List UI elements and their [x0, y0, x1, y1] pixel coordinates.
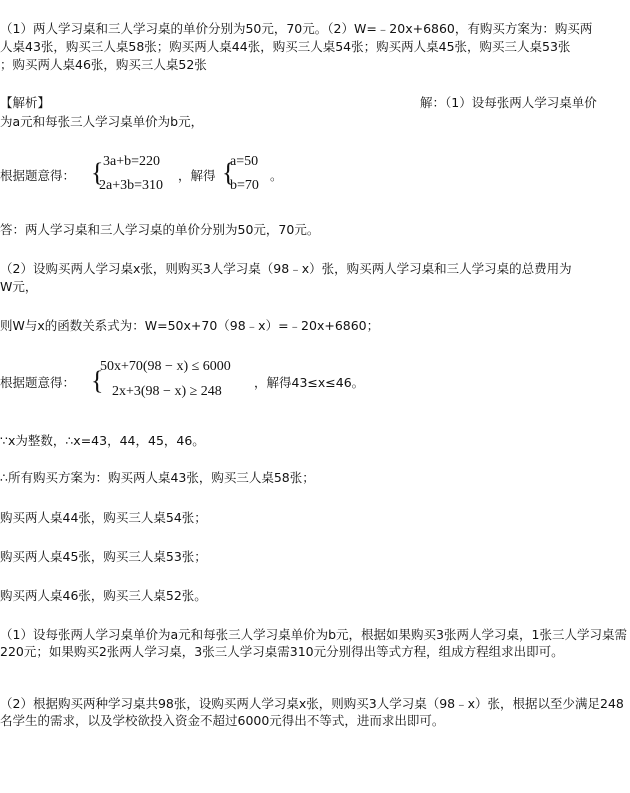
eq1-row-1: 3a+b=220 — [103, 154, 161, 169]
function-relation: 则W与x的函数关系式为：W=50x+70（98﹣x）=﹣20x+6860； — [0, 318, 380, 333]
plan-3: 购买两人桌45张，购买三人桌53张； — [0, 549, 207, 564]
plan-4: 购买两人桌46张，购买三人桌52张。 — [0, 588, 207, 603]
solution-intro-cont: 为a元和每张三人学习桌单价为b元， — [0, 114, 204, 129]
integer-condition: ∵x为整数，∴x=43，44，45，46。 — [0, 433, 205, 448]
part2-line-2: W元， — [0, 279, 38, 294]
eq2-result: ，解得43≤x≤46。 — [254, 375, 365, 390]
plans-intro: ∴所有购买方案为：购买两人桌43张，购买三人桌58张； — [0, 470, 315, 485]
brace-icon: { — [91, 158, 104, 187]
explanation-1: （1）设每张两人学习桌单价为a元和每张三人学习桌单价为b元，根据如果购买3张两人学习桌，1张三人学习桌需220元；如果购买2张两人学习桌，3张三人学习桌需310元分别得出等式方程，组成方程组求出即可。 — [0, 627, 627, 659]
eq1-prefix: 根据题意得： — [0, 168, 76, 183]
eq1-row-2: 2a+3b=310 — [99, 178, 164, 193]
eq2-row-2: 2x+3(98 − x) ≥ 248 — [112, 384, 222, 399]
answer-line-2: 人桌43张，购买三人桌58张；购买两人桌44张，购买三人桌54张；购买两人桌45张，购买三人桌53张 — [0, 39, 571, 54]
solution-intro: 解：（1）设每张两人学习桌单价 — [420, 95, 597, 110]
brace-icon: { — [91, 366, 104, 395]
answer-line-3: ；购买两人桌46张，购买三人桌52张 — [0, 57, 207, 72]
eq1-sol-a: a=50 — [230, 154, 259, 169]
eq1-end: 。 — [270, 168, 283, 183]
analysis-heading: 【解析】 — [0, 95, 51, 110]
plan-2: 购买两人桌44张，购买三人桌54张； — [0, 510, 207, 525]
answer-line-1: （1）两人学习桌和三人学习桌的单价分别为50元，70元。（2）W=﹣20x+6860，有购买方案为：购买两 — [0, 21, 593, 36]
part2-line-1: （2）设购买两人学习桌x张，则购买3人学习桌（98﹣x）张，购买两人学习桌和三人学习桌的总费用为 — [0, 261, 572, 276]
explanation-2: （2）根据购买两种学习桌共98张，设购买两人学习桌x张，则购买3人学习桌（98﹣x）张，根据以至少满足248名学生的需求，以及学校欲投入资金不超过6000元得出不等式，进而求出即可。 — [0, 696, 624, 728]
eq1-mid: ，解得 — [178, 168, 216, 183]
eq2-prefix: 根据题意得： — [0, 375, 76, 390]
eq1-sol-b: b=70 — [230, 178, 259, 193]
brace-icon: { — [222, 158, 235, 187]
answer-part-1: 答：两人学习桌和三人学习桌的单价分别为50元，70元。 — [0, 222, 320, 237]
eq2-row-1: 50x+70(98 − x) ≤ 6000 — [100, 359, 231, 374]
